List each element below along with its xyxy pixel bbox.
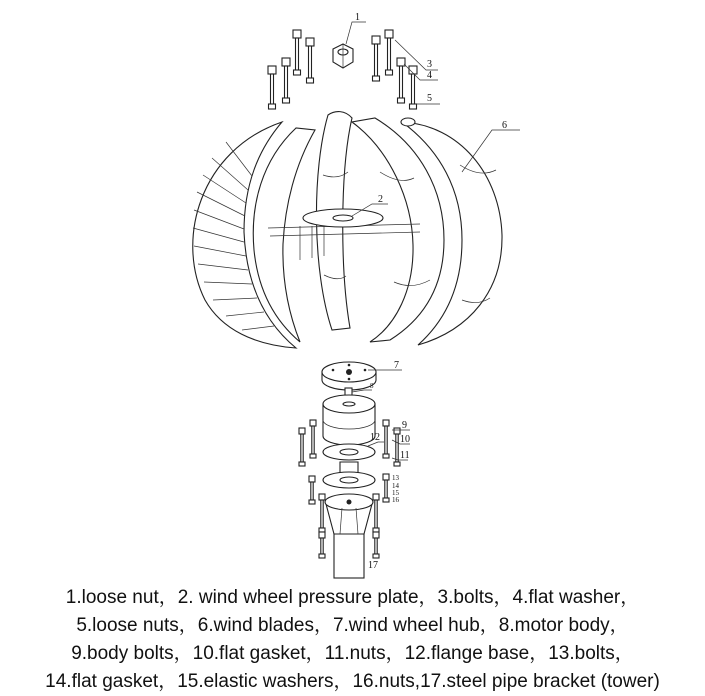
- callout-7: 7: [394, 360, 399, 371]
- wind-wheel-hub: [322, 362, 376, 390]
- flat-gasket: [323, 444, 375, 460]
- callout-9: 9: [402, 420, 407, 431]
- callout-10: 10: [400, 434, 410, 445]
- callout-2: 2: [378, 194, 383, 205]
- parts-legend: [0, 584, 705, 696]
- callout-15: 15: [392, 489, 399, 497]
- wind-blades: [193, 112, 502, 348]
- callout-4: 4: [427, 70, 432, 81]
- top-bolts: [268, 30, 417, 109]
- legend-line-4: 14.flat gasket，15.elastic washers，16.nuts,17.steel pipe bracket (tower): [45, 671, 660, 692]
- callout-16: 16: [392, 496, 399, 504]
- legend-line-1: 1.loose nut，2. wind wheel pressure plate，3.bolts，4.flat washer，: [65, 587, 640, 608]
- flange-base: [323, 462, 375, 488]
- steel-pipe-bracket: [325, 494, 373, 578]
- callout-12: 12: [370, 432, 380, 443]
- callout-5: 5: [427, 93, 432, 104]
- loose-nut: [333, 44, 353, 68]
- callout-1: 1: [355, 12, 360, 23]
- legend-line-2: 5.loose nuts，6.wind blades，7.wind wheel hub，8.motor body，: [76, 615, 629, 636]
- pressure-plate: [303, 209, 383, 227]
- callout-8: 8: [370, 382, 374, 390]
- callout-11: 11: [400, 450, 410, 461]
- callout-13: 13: [392, 474, 399, 482]
- callout-17: 17: [368, 560, 378, 571]
- legend-line-3: 9.body bolts，10.flat gasket，11.nuts，12.flange base，13.bolts，: [71, 643, 634, 664]
- callout-3: 3: [427, 59, 432, 70]
- callout-14: 14: [392, 482, 399, 490]
- motor-body: [323, 388, 375, 445]
- callout-6: 6: [502, 120, 507, 131]
